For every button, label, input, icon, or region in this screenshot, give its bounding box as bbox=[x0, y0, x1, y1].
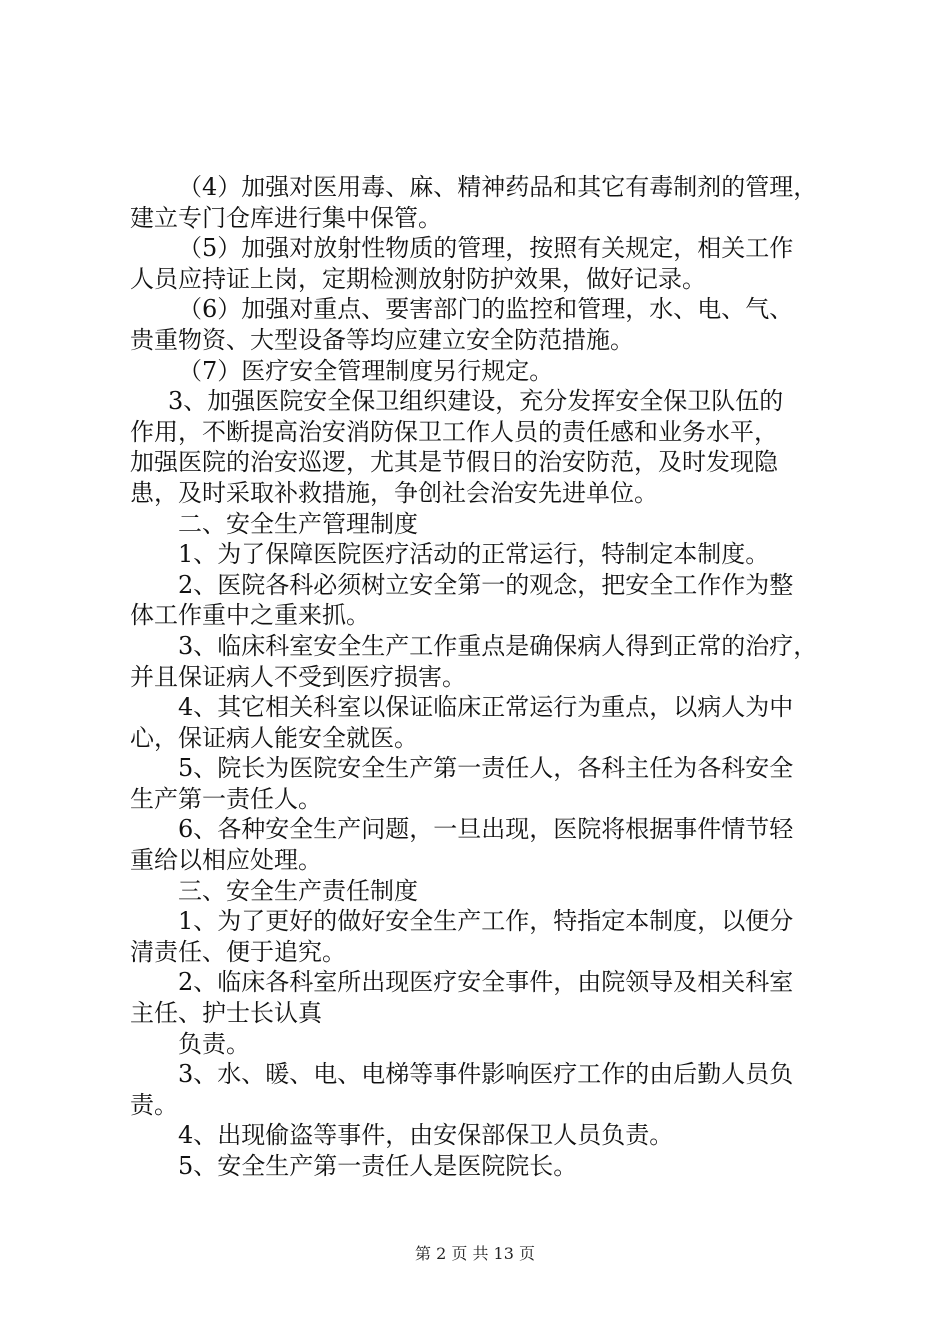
text-line: 心，保证病人能安全就医。 bbox=[130, 723, 418, 752]
text-line: 2、医院各科必须树立安全第一的观念，把安全工作作为整 bbox=[178, 570, 794, 599]
text-line: 5、安全生产第一责任人是医院院长。 bbox=[178, 1152, 578, 1180]
text-line: 人员应持证上岗，定期检测放射防护效果，做好记录。 bbox=[130, 264, 706, 293]
text-line: （7）医疗安全管理制度另行规定。 bbox=[178, 356, 554, 385]
text-line: 4、出现偷盗等事件，由安保部保卫人员负责。 bbox=[178, 1121, 674, 1150]
document-body bbox=[130, 172, 830, 1182]
text-line: 加强医院的治安巡逻，尤其是节假日的治安防范，及时发现隐 bbox=[130, 448, 778, 477]
text-line: 生产第一责任人。 bbox=[130, 784, 322, 813]
text-line: 3、临床科室安全生产工作重点是确保病人得到正常的治疗， bbox=[178, 631, 818, 660]
text-line: 患，及时采取补救措施，争创社会治安先进单位。 bbox=[130, 478, 658, 507]
text-line: 主任、护士长认真 bbox=[130, 999, 322, 1028]
text-line: （4）加强对医用毒、麻、精神药品和其它有毒制剂的管理， bbox=[178, 173, 818, 201]
text-line: 重给以相应处理。 bbox=[130, 846, 322, 875]
text-line: （6）加强对重点、要害部门的监控和管理，水、电、气、 bbox=[178, 295, 794, 324]
text-line: 1、为了保障医院医疗活动的正常运行，特制定本制度。 bbox=[178, 540, 770, 569]
text-line: 清责任、便于追究。 bbox=[130, 937, 346, 966]
text-line: 5、院长为医院安全生产第一责任人，各科主任为各科安全 bbox=[178, 754, 794, 783]
page-footer: 第 2 页 共 13 页 bbox=[415, 1244, 535, 1263]
text-line: 3、加强医院安全保卫组织建设，充分发挥安全保卫队伍的 bbox=[168, 387, 784, 416]
text-line: 4、其它相关科室以保证临床正常运行为重点，以病人为中 bbox=[178, 693, 794, 722]
text-line: 2、临床各科室所出现医疗安全事件，由院领导及相关科室 bbox=[178, 968, 794, 997]
text-line: 1、为了更好的做好安全生产工作，特指定本制度，以便分 bbox=[178, 907, 794, 936]
text-line: 建立专门仓库进行集中保管。 bbox=[130, 203, 442, 232]
text-line: 三、安全生产责任制度 bbox=[178, 876, 418, 905]
text-line: 贵重物资、大型设备等均应建立安全防范措施。 bbox=[130, 325, 634, 354]
text-line: 责。 bbox=[130, 1090, 178, 1119]
text-line: 作用，不断提高治安消防保卫工作人员的责任感和业务水平， bbox=[130, 417, 778, 446]
text-line: 体工作重中之重来抓。 bbox=[130, 601, 370, 630]
text-line: 二、安全生产管理制度 bbox=[178, 509, 418, 538]
text-line: 3、水、暖、电、电梯等事件影响医疗工作的由后勤人员负 bbox=[178, 1060, 794, 1089]
text-line: 6、各种安全生产问题，一旦出现，医院将根据事件情节轻 bbox=[178, 815, 794, 844]
text-line: 负责。 bbox=[178, 1029, 250, 1058]
text-line: （5）加强对放射性物质的管理，按照有关规定，相关工作 bbox=[178, 234, 794, 263]
text-line: 并且保证病人不受到医疗损害。 bbox=[130, 662, 466, 691]
